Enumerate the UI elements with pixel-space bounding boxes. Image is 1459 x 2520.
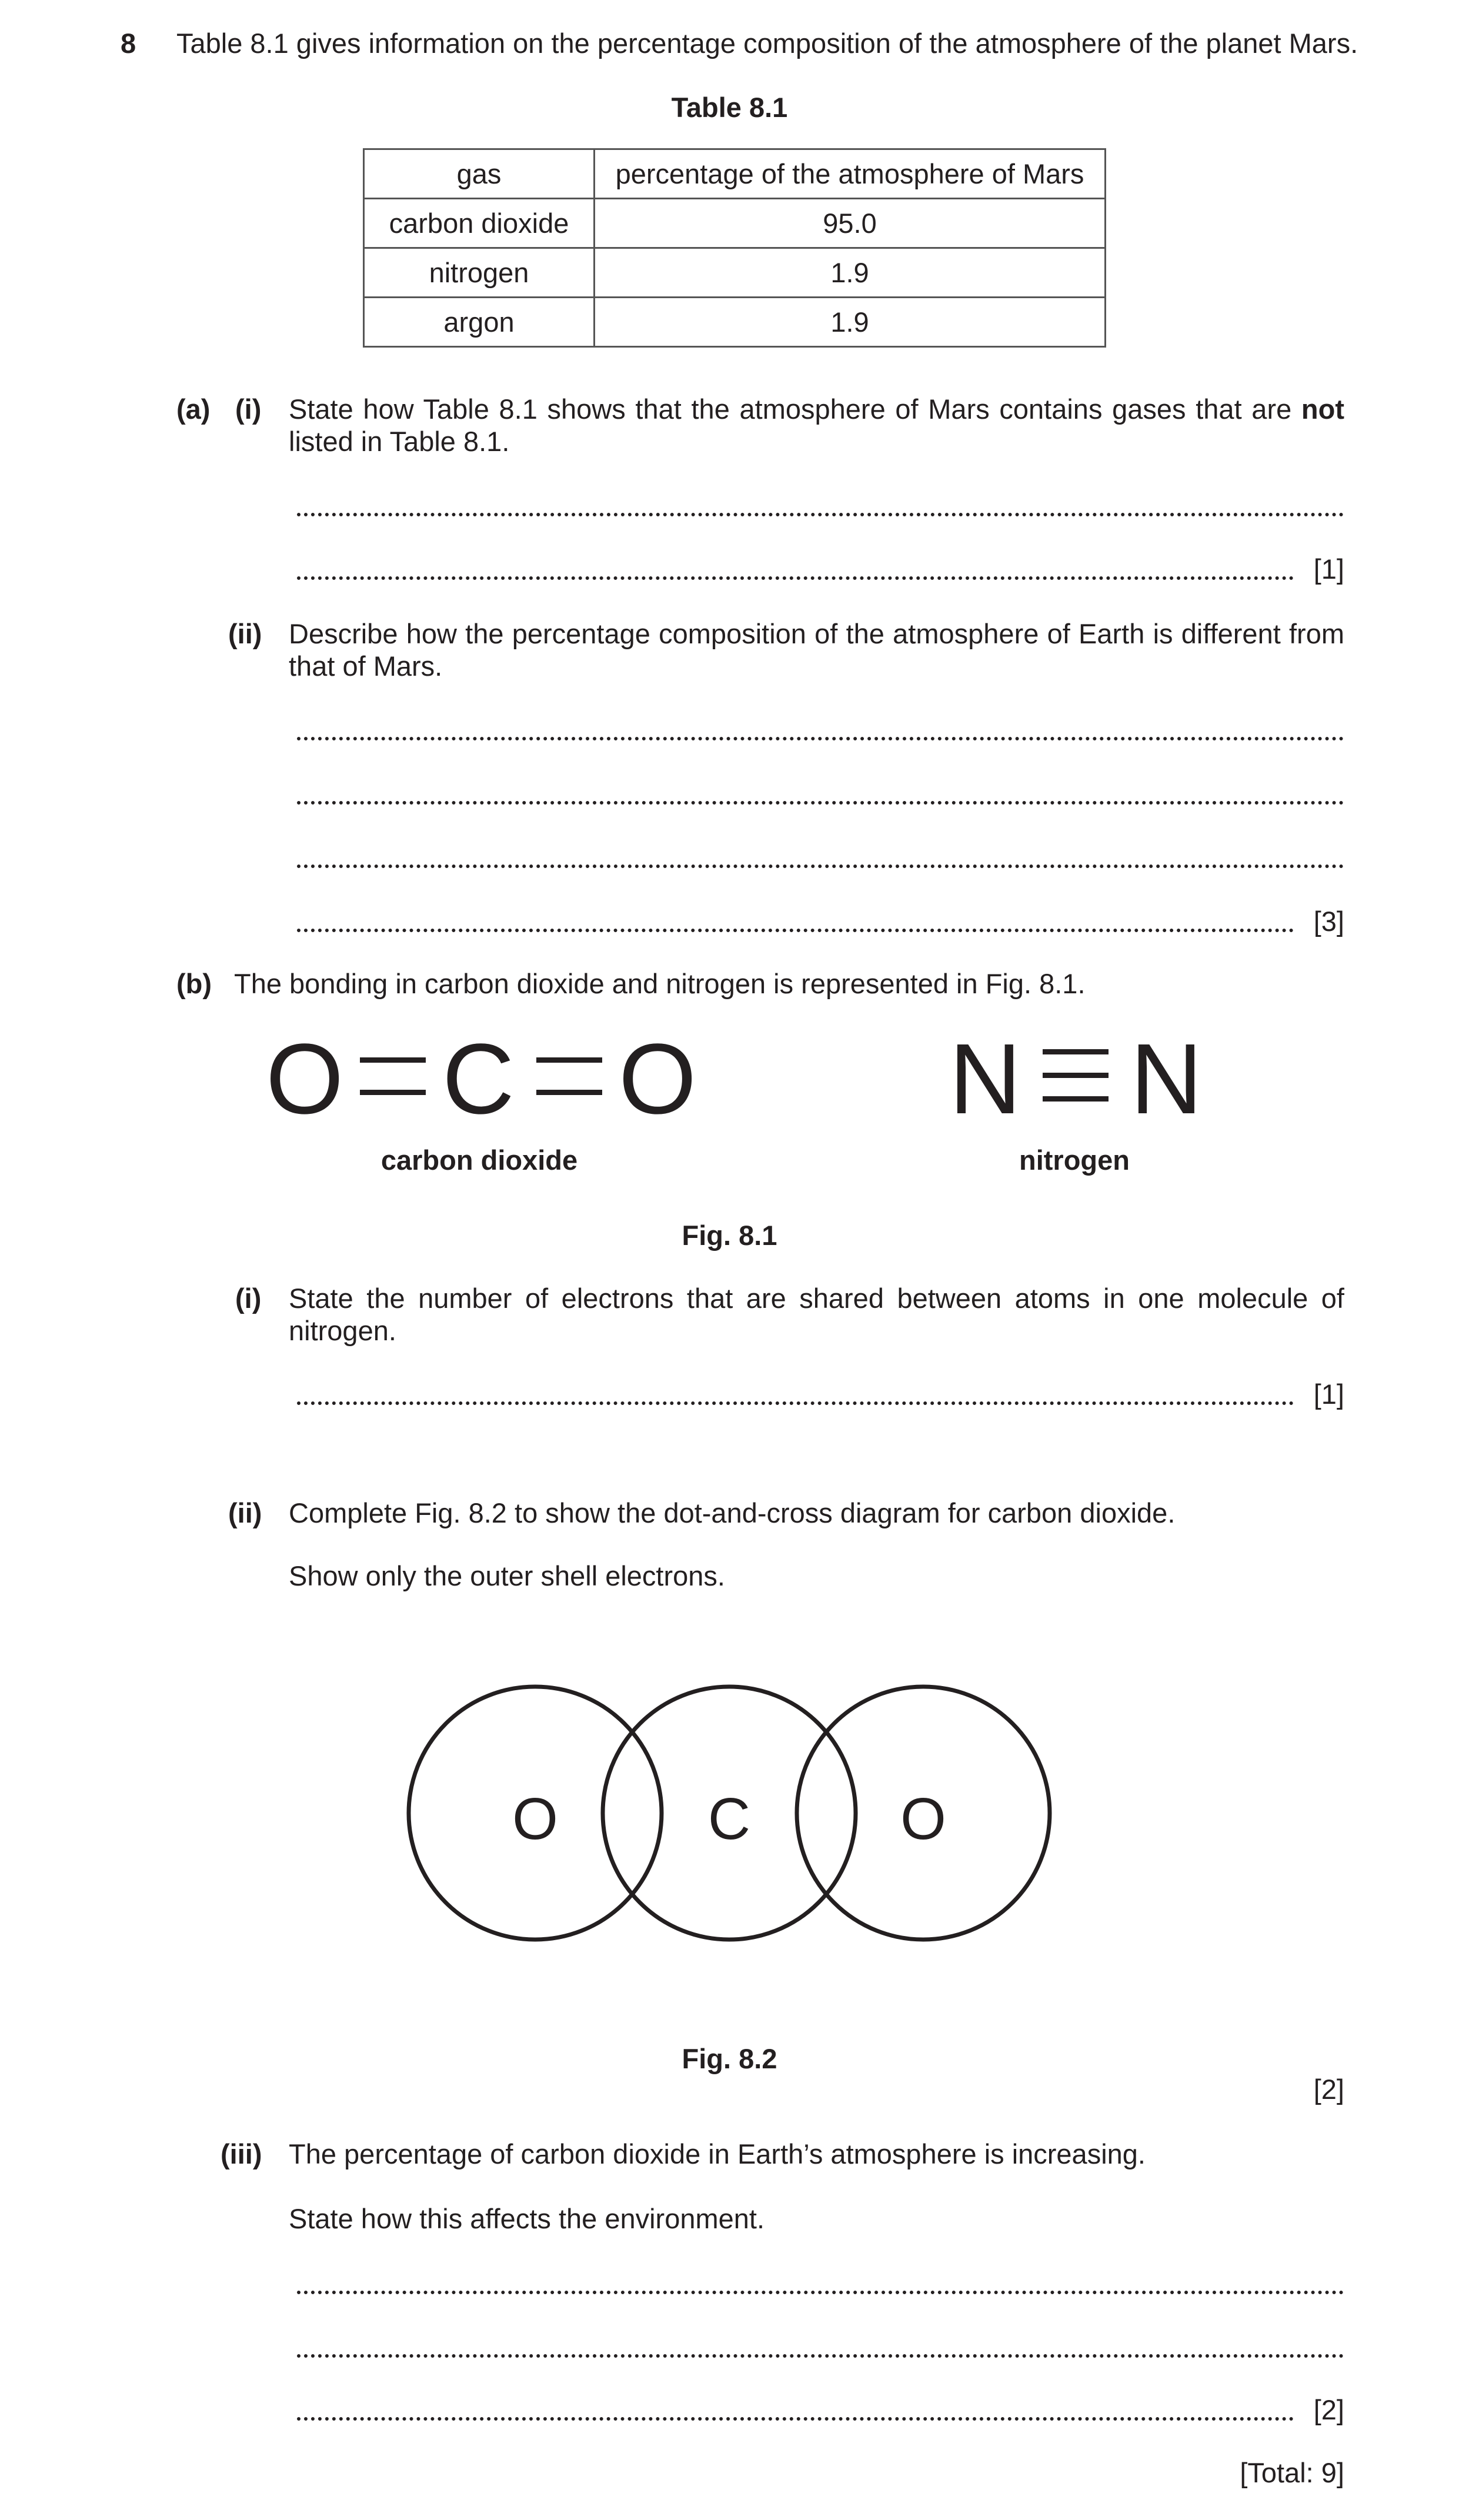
fig-8-1-caption: Fig. 8.1 — [682, 1220, 777, 1251]
diagram-atom-o1: O — [512, 1786, 558, 1852]
marks: [1] — [1313, 553, 1344, 585]
question-intro: Table 8.1 gives information on the percentage composition of the atmosphere of the planet Mars. — [176, 28, 1358, 59]
co2-label: carbon dioxide — [380, 1144, 578, 1176]
header-gas: gas — [364, 149, 595, 199]
co2-atom-o1: O — [266, 1023, 344, 1135]
part-b-ii-text: Complete Fig. 8.2 to show the dot-and-cross diagram for carbon dioxide. — [289, 1497, 1176, 1528]
part-b-label: (b) — [176, 968, 212, 999]
n2-atom-n1: N — [949, 1023, 1021, 1135]
fig-8-2-caption: Fig. 8.2 — [682, 2043, 777, 2074]
table-caption: Table 8.1 — [671, 92, 788, 123]
answer-line[interactable] — [297, 2291, 1344, 2294]
diagram-atom-o2: O — [900, 1786, 946, 1852]
question-number: 8 — [121, 28, 136, 59]
n2-label: nitrogen — [1019, 1144, 1130, 1176]
n2-atom-n2: N — [1130, 1023, 1203, 1135]
header-percentage: percentage of the atmosphere of Mars — [595, 149, 1106, 199]
co2-atom-o2: O — [619, 1023, 697, 1135]
part-b-iii-label: (iii) — [221, 2138, 262, 2169]
part-a-i-label: (i) — [235, 393, 262, 425]
part-b-ii-text2: Show only the outer shell electrons. — [289, 1560, 725, 1591]
marks: [3] — [1313, 906, 1344, 937]
part-b-ii-label: (ii) — [228, 1497, 262, 1528]
part-b-iii-text2: State how this affects the environment. — [289, 2203, 765, 2234]
cell-percentage: 1.9 — [595, 248, 1106, 298]
part-b-i-text: State the number of electrons that are shared between atoms in one molecule of nitrogen. — [289, 1283, 1344, 1346]
part-b-intro: The bonding in carbon dioxide and nitrogen is represented in Fig. 8.1. — [234, 968, 1086, 999]
cell-gas: carbon dioxide — [364, 199, 595, 248]
answer-line[interactable] — [297, 2354, 1344, 2358]
part-b-i-label: (i) — [235, 1283, 262, 1314]
marks: [1] — [1313, 1379, 1344, 1410]
part-a-ii-text: Describe how the percentage composition of the atmosphere of Earth is different from that of Mars. — [289, 618, 1344, 682]
total-marks: [Total: 9] — [1240, 2457, 1344, 2488]
part-a-i-text: State how Table 8.1 shows that the atmosphere of Mars contains gases that are — [289, 393, 1301, 425]
marks: [2] — [1313, 2394, 1344, 2425]
cell-gas: nitrogen — [364, 248, 595, 298]
part-a-i-text-end: listed in Table 8.1. — [289, 426, 510, 457]
cell-percentage: 1.9 — [595, 298, 1106, 347]
part-a-label: (a) — [176, 393, 211, 425]
diagram-atom-c: C — [707, 1786, 751, 1852]
part-b-iii-text: The percentage of carbon dioxide in Earth’s atmosphere is increasing. — [289, 2138, 1146, 2169]
cell-gas: argon — [364, 298, 595, 347]
marks: [2] — [1313, 2074, 1344, 2105]
cell-percentage: 95.0 — [595, 199, 1106, 248]
part-a-ii-label: (ii) — [228, 618, 262, 649]
answer-line[interactable] — [297, 2417, 1294, 2421]
part-a-i-emphasis: not — [1301, 393, 1344, 425]
co2-atom-c: C — [442, 1023, 515, 1135]
